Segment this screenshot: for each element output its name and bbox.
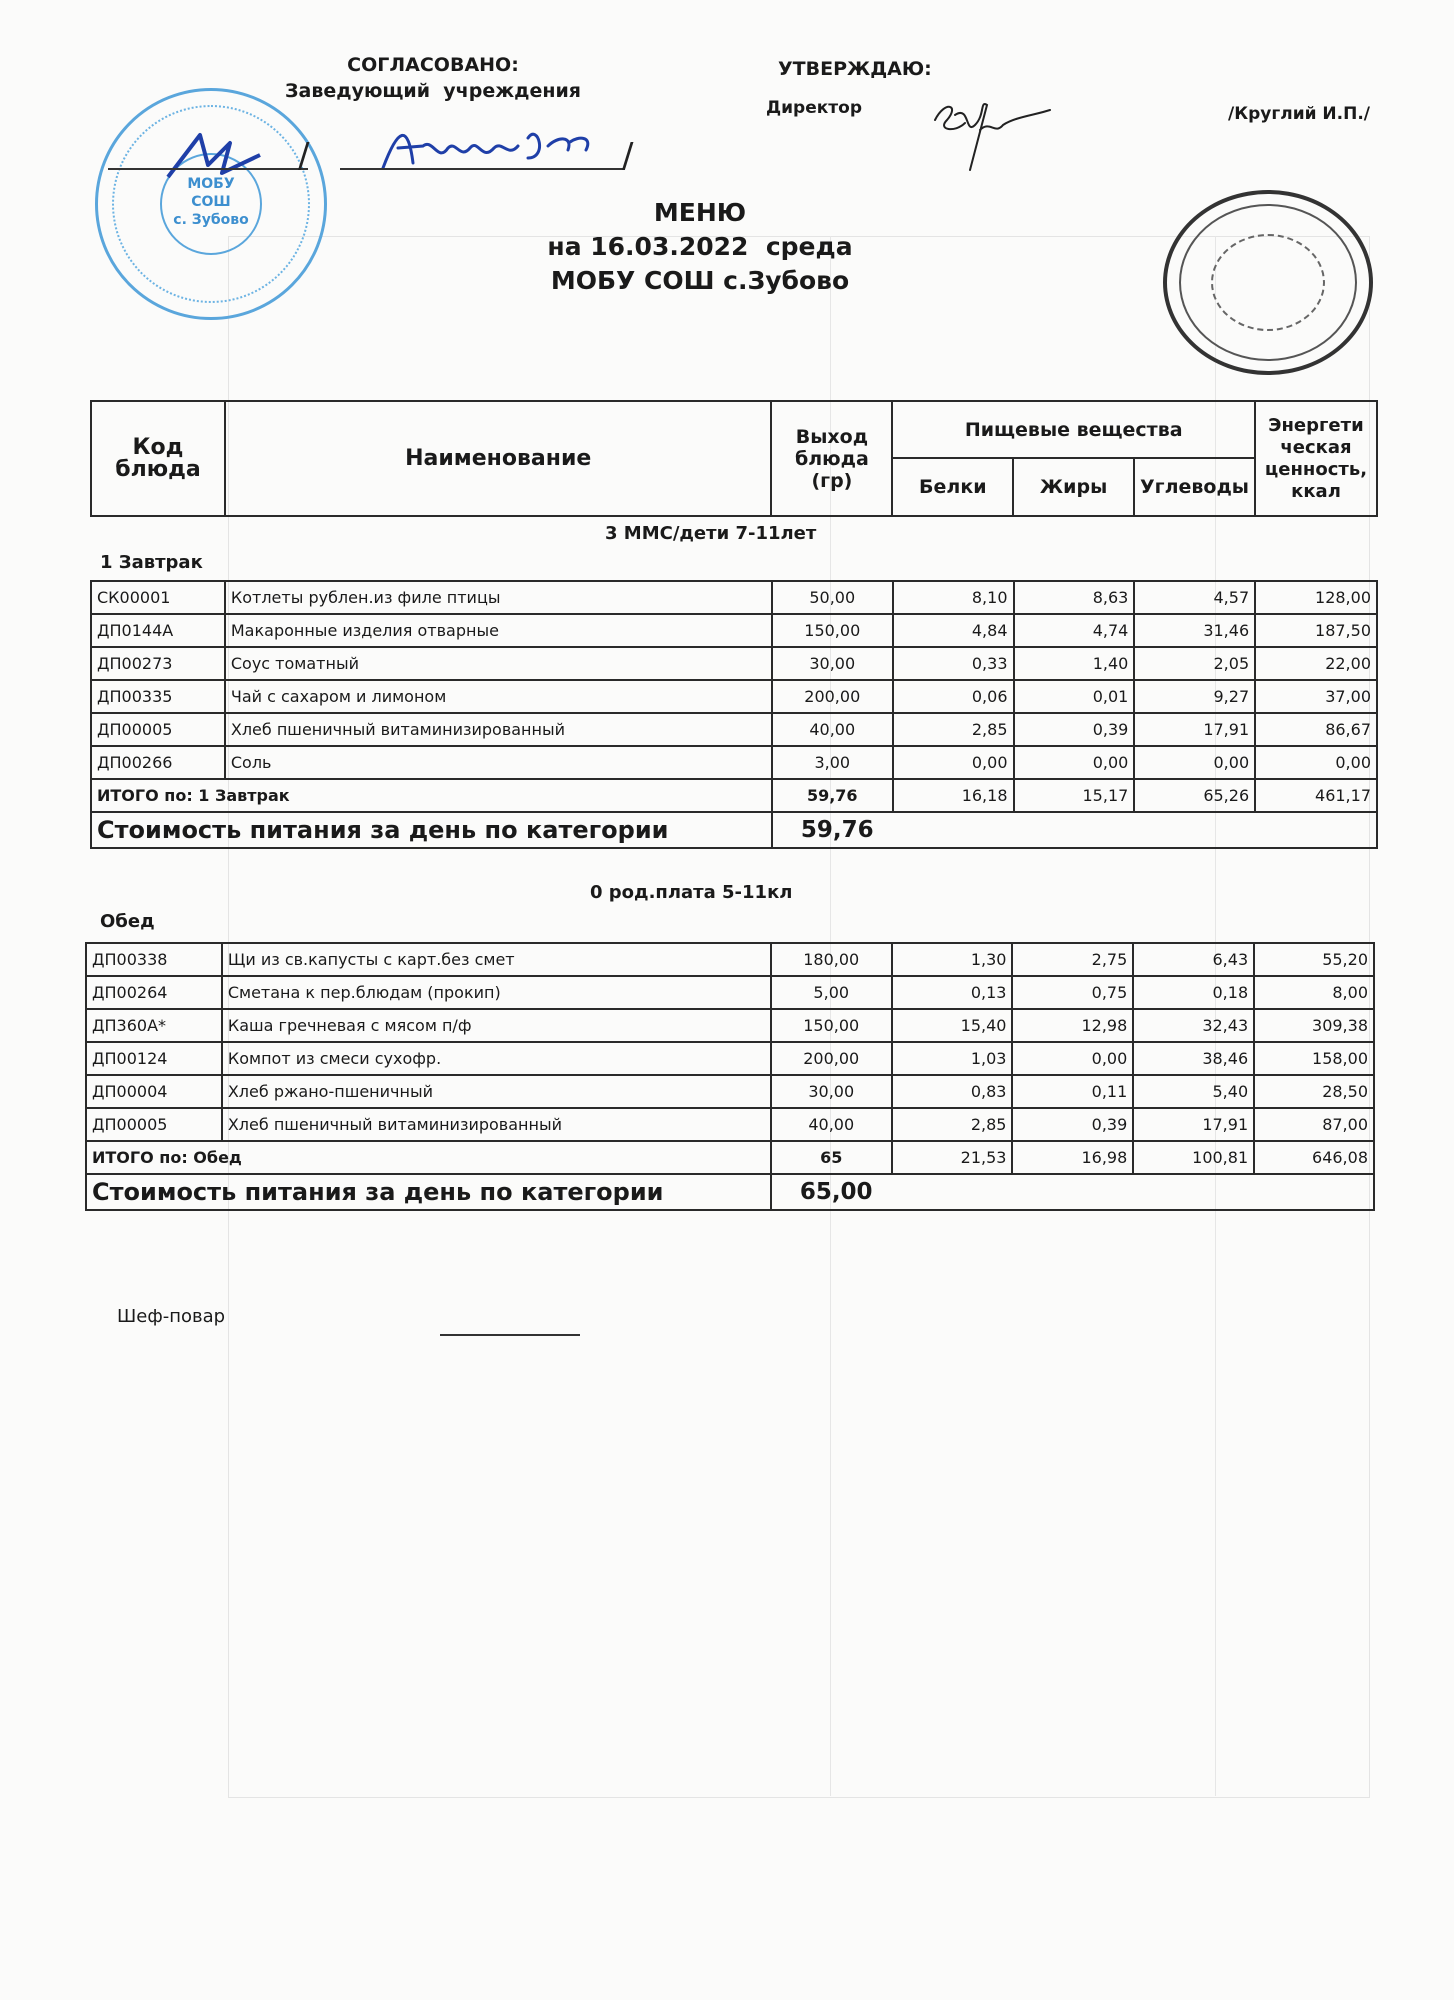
- dish-yield: 200,00: [771, 1042, 892, 1075]
- cost-value: 59,76: [772, 812, 1377, 848]
- slash-separator: /: [298, 136, 310, 176]
- dish-fats: 1,40: [1014, 647, 1135, 680]
- dish-yield: 30,00: [772, 647, 893, 680]
- total-carbs: 65,26: [1134, 779, 1255, 812]
- total-label: ИТОГО по: Обед: [86, 1141, 771, 1174]
- cost-label: Стоимость питания за день по категории: [91, 812, 772, 848]
- table-row: [86, 1009, 1374, 1042]
- dish-energy: 158,00: [1254, 1042, 1374, 1075]
- col-header-nutrients: Пищевые вещества: [892, 401, 1255, 458]
- chef-signature-line: [440, 1334, 580, 1336]
- dish-fats: 0,11: [1012, 1075, 1133, 1108]
- category-label: 0 род.плата 5-11кл: [590, 882, 793, 903]
- dish-code: СК00001: [91, 581, 225, 614]
- dish-carbs: 5,40: [1133, 1075, 1254, 1108]
- dish-code: ДП00335: [91, 680, 225, 713]
- document-title: МЕНЮ: [653, 198, 747, 227]
- dish-name: Макаронные изделия отварные: [225, 614, 772, 647]
- dish-fats: 0,39: [1012, 1108, 1133, 1141]
- dish-yield: 150,00: [771, 1009, 892, 1042]
- dish-proteins: 0,06: [893, 680, 1014, 713]
- total-proteins: 21,53: [892, 1141, 1013, 1174]
- dish-proteins: 2,85: [892, 1108, 1013, 1141]
- dish-fats: 0,01: [1014, 680, 1135, 713]
- table-row: [86, 1075, 1374, 1108]
- total-yield: 59,76: [772, 779, 893, 812]
- dish-yield: 200,00: [772, 680, 893, 713]
- category-label: 3 ММС/дети 7-11лет: [605, 523, 817, 544]
- slash-separator: /: [622, 136, 634, 176]
- col-header-fats: Жиры: [1013, 458, 1134, 516]
- table-row: [86, 1108, 1374, 1141]
- dish-carbs: 6,43: [1133, 943, 1254, 976]
- dish-name: Каша гречневая с мясом п/ф: [222, 1009, 771, 1042]
- dish-name: Соль: [225, 746, 772, 779]
- dish-proteins: 0,00: [893, 746, 1014, 779]
- dish-yield: 30,00: [771, 1075, 892, 1108]
- total-row: [86, 1141, 1374, 1174]
- dish-code: ДП360А*: [86, 1009, 222, 1042]
- dish-code: ДП00266: [91, 746, 225, 779]
- total-energy: 646,08: [1254, 1141, 1374, 1174]
- approve-title: УТВЕРЖДАЮ:: [778, 58, 932, 80]
- agreed-title: СОГЛАСОВАНО:: [347, 54, 519, 76]
- dish-code: ДП0144А: [91, 614, 225, 647]
- dish-fats: 2,75: [1012, 943, 1133, 976]
- dish-energy: 86,67: [1255, 713, 1377, 746]
- dish-name: Соус томатный: [225, 647, 772, 680]
- signature-left-initials: [160, 125, 270, 185]
- col-header-energy: Энергети ческая ценность, ккал: [1255, 401, 1377, 516]
- dish-carbs: 2,05: [1134, 647, 1255, 680]
- dish-energy: 22,00: [1255, 647, 1377, 680]
- dish-fats: 0,39: [1014, 713, 1135, 746]
- dish-proteins: 15,40: [892, 1009, 1013, 1042]
- agreed-position: Заведующий учреждения: [285, 80, 581, 102]
- dish-energy: 187,50: [1255, 614, 1377, 647]
- seal-emblem: [1211, 234, 1325, 331]
- dish-energy: 55,20: [1254, 943, 1374, 976]
- stamp-text: МОБУ СОШ с. Зубово: [173, 176, 249, 228]
- table-row: [86, 1042, 1374, 1075]
- dish-fats: 8,63: [1014, 581, 1135, 614]
- dish-name: Хлеб пшеничный витаминизированный: [225, 713, 772, 746]
- dish-energy: 0,00: [1255, 746, 1377, 779]
- dish-carbs: 9,27: [1134, 680, 1255, 713]
- dish-code: ДП00124: [86, 1042, 222, 1075]
- dish-code: ДП00264: [86, 976, 222, 1009]
- col-header-name: Наименование: [225, 401, 772, 516]
- approval-left-block: [285, 52, 581, 104]
- table-row: [91, 680, 1377, 713]
- dish-yield: 40,00: [771, 1108, 892, 1141]
- total-carbs: 100,81: [1133, 1141, 1254, 1174]
- document-organization: МОБУ СОШ с.Зубово: [550, 266, 850, 295]
- dish-name: Щи из св.капусты с карт.без смет: [222, 943, 771, 976]
- dish-code: ДП00005: [91, 713, 225, 746]
- dish-carbs: 4,57: [1134, 581, 1255, 614]
- cost-value: 65,00: [771, 1174, 1374, 1210]
- dish-code: ДП00004: [86, 1075, 222, 1108]
- dish-carbs: 17,91: [1133, 1108, 1254, 1141]
- dish-fats: 0,75: [1012, 976, 1133, 1009]
- school-stamp: [95, 88, 327, 320]
- dish-yield: 50,00: [772, 581, 893, 614]
- dish-energy: 8,00: [1254, 976, 1374, 1009]
- dish-carbs: 32,43: [1133, 1009, 1254, 1042]
- dish-name: Котлеты рублен.из филе птицы: [225, 581, 772, 614]
- menu-table-lunch: [85, 942, 1375, 1211]
- col-header-code: Код блюда: [91, 401, 225, 516]
- official-seal: [1163, 190, 1373, 375]
- document-title-block: [480, 196, 920, 298]
- director-name: /Круглий И.П./: [1228, 104, 1371, 124]
- col-header-proteins: Белки: [892, 458, 1013, 516]
- table-row: [91, 713, 1377, 746]
- total-label: ИТОГО по: 1 Завтрак: [91, 779, 772, 812]
- total-yield: 65: [771, 1141, 892, 1174]
- dish-energy: 309,38: [1254, 1009, 1374, 1042]
- meal-label: Обед: [100, 911, 155, 932]
- dish-fats: 12,98: [1012, 1009, 1133, 1042]
- meal-label: 1 Завтрак: [100, 552, 203, 573]
- total-fats: 16,98: [1012, 1141, 1133, 1174]
- dish-yield: 180,00: [771, 943, 892, 976]
- dish-proteins: 2,85: [893, 713, 1014, 746]
- dish-name: Чай с сахаром и лимоном: [225, 680, 772, 713]
- dish-carbs: 0,18: [1133, 976, 1254, 1009]
- table-row: [91, 581, 1377, 614]
- menu-table-header: [90, 400, 1378, 517]
- dish-fats: 0,00: [1014, 746, 1135, 779]
- dish-proteins: 8,10: [893, 581, 1014, 614]
- dish-energy: 37,00: [1255, 680, 1377, 713]
- cost-row: [86, 1174, 1374, 1210]
- table-row: [86, 976, 1374, 1009]
- dish-proteins: 0,13: [892, 976, 1013, 1009]
- dish-yield: 40,00: [772, 713, 893, 746]
- dish-proteins: 1,30: [892, 943, 1013, 976]
- total-row: [91, 779, 1377, 812]
- total-fats: 15,17: [1014, 779, 1135, 812]
- director-label: Директор: [766, 98, 862, 118]
- total-proteins: 16,18: [893, 779, 1014, 812]
- table-row: [91, 746, 1377, 779]
- col-header-yield: Выход блюда (гр): [771, 401, 892, 516]
- table-row: [91, 647, 1377, 680]
- dish-proteins: 1,03: [892, 1042, 1013, 1075]
- dish-energy: 128,00: [1255, 581, 1377, 614]
- signature-line: [340, 168, 625, 170]
- dish-proteins: 0,83: [892, 1075, 1013, 1108]
- col-header-carbs: Углеводы: [1134, 458, 1255, 516]
- document-date: на 16.03.2022 среда: [547, 232, 853, 261]
- total-energy: 461,17: [1255, 779, 1377, 812]
- dish-fats: 0,00: [1012, 1042, 1133, 1075]
- menu-table-breakfast: [90, 580, 1378, 849]
- dish-carbs: 0,00: [1134, 746, 1255, 779]
- dish-energy: 87,00: [1254, 1108, 1374, 1141]
- dish-proteins: 4,84: [893, 614, 1014, 647]
- dish-code: ДП00273: [91, 647, 225, 680]
- dish-yield: 150,00: [772, 614, 893, 647]
- dish-code: ДП00338: [86, 943, 222, 976]
- cost-label: Стоимость питания за день по категории: [86, 1174, 771, 1210]
- dish-energy: 28,50: [1254, 1075, 1374, 1108]
- dish-fats: 4,74: [1014, 614, 1135, 647]
- chef-label: Шеф-повар: [117, 1306, 226, 1327]
- signature-director: [925, 95, 1055, 175]
- dish-carbs: 38,46: [1133, 1042, 1254, 1075]
- table-row: [86, 943, 1374, 976]
- table-row: [91, 614, 1377, 647]
- dish-name: Хлеб пшеничный витаминизированный: [222, 1108, 771, 1141]
- dish-name: Компот из смеси сухофр.: [222, 1042, 771, 1075]
- dish-code: ДП00005: [86, 1108, 222, 1141]
- dish-carbs: 31,46: [1134, 614, 1255, 647]
- dish-proteins: 0,33: [893, 647, 1014, 680]
- dish-carbs: 17,91: [1134, 713, 1255, 746]
- cost-row: [91, 812, 1377, 848]
- dish-name: Хлеб ржано-пшеничный: [222, 1075, 771, 1108]
- dish-yield: 5,00: [771, 976, 892, 1009]
- signature-line: [108, 168, 308, 170]
- dish-yield: 3,00: [772, 746, 893, 779]
- dish-name: Сметана к пер.блюдам (прокип): [222, 976, 771, 1009]
